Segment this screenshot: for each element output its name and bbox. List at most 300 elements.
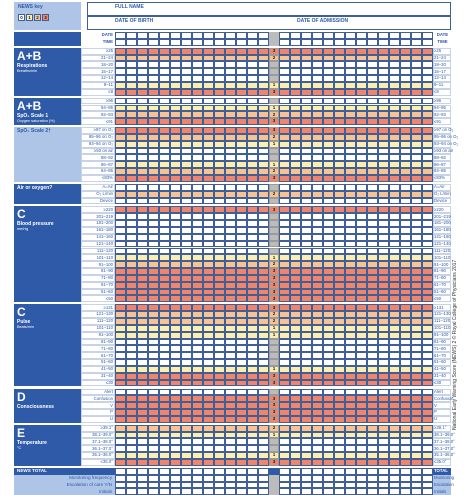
obs-left-cell[interactable] bbox=[203, 261, 214, 268]
obs-left-cell[interactable] bbox=[148, 168, 159, 175]
footer-row-right-cell[interactable] bbox=[400, 475, 411, 482]
obs-left-cell[interactable] bbox=[225, 332, 236, 339]
obs-right-cell[interactable] bbox=[312, 318, 323, 325]
obs-left-cell[interactable] bbox=[247, 134, 258, 141]
obs-right-cell[interactable] bbox=[422, 261, 433, 268]
obs-left-cell[interactable] bbox=[148, 82, 159, 89]
obs-left-cell[interactable] bbox=[225, 395, 236, 402]
obs-right-cell[interactable] bbox=[279, 373, 290, 380]
obs-right-cell[interactable] bbox=[422, 425, 433, 432]
obs-right-cell[interactable] bbox=[290, 289, 301, 296]
obs-right-cell[interactable] bbox=[378, 459, 389, 466]
obs-left-cell[interactable] bbox=[236, 175, 247, 182]
obs-right-cell[interactable] bbox=[290, 345, 301, 352]
obs-left-cell[interactable] bbox=[148, 332, 159, 339]
obs-right-cell[interactable] bbox=[400, 248, 411, 255]
footer-row-right-cell[interactable] bbox=[378, 488, 389, 495]
obs-left-cell[interactable] bbox=[203, 332, 214, 339]
obs-right-cell[interactable] bbox=[422, 254, 433, 261]
obs-right-cell[interactable] bbox=[345, 198, 356, 205]
obs-left-cell[interactable] bbox=[236, 234, 247, 241]
obs-right-cell[interactable] bbox=[411, 48, 422, 55]
footer-row-right-cell[interactable] bbox=[334, 482, 345, 489]
footer-row-right-cell[interactable] bbox=[301, 488, 312, 495]
obs-right-cell[interactable] bbox=[301, 198, 312, 205]
footer-row-left-cell[interactable] bbox=[170, 482, 181, 489]
footer-row-left-cell[interactable] bbox=[159, 475, 170, 482]
obs-left-cell[interactable] bbox=[148, 127, 159, 134]
footer-row-left-cell[interactable] bbox=[236, 468, 247, 475]
obs-right-cell[interactable] bbox=[312, 395, 323, 402]
header-row-left-cell[interactable] bbox=[148, 39, 159, 46]
obs-left-cell[interactable] bbox=[236, 154, 247, 161]
obs-right-cell[interactable] bbox=[356, 61, 367, 68]
obs-right-cell[interactable] bbox=[389, 161, 400, 168]
footer-row-right-cell[interactable] bbox=[411, 488, 422, 495]
obs-right-cell[interactable] bbox=[389, 241, 400, 248]
obs-left-cell[interactable] bbox=[192, 359, 203, 366]
obs-left-cell[interactable] bbox=[170, 432, 181, 439]
obs-left-cell[interactable] bbox=[258, 254, 269, 261]
obs-left-cell[interactable] bbox=[115, 261, 126, 268]
obs-right-cell[interactable] bbox=[323, 254, 334, 261]
header-row-right-cell[interactable] bbox=[367, 39, 378, 46]
footer-row-right-cell[interactable] bbox=[301, 482, 312, 489]
obs-left-cell[interactable] bbox=[115, 61, 126, 68]
obs-right-cell[interactable] bbox=[345, 227, 356, 234]
obs-left-cell[interactable] bbox=[214, 332, 225, 339]
obs-left-cell[interactable] bbox=[247, 345, 258, 352]
obs-left-cell[interactable] bbox=[126, 134, 137, 141]
obs-right-cell[interactable] bbox=[301, 161, 312, 168]
obs-left-cell[interactable] bbox=[225, 48, 236, 55]
obs-right-cell[interactable] bbox=[279, 105, 290, 112]
obs-left-cell[interactable] bbox=[247, 220, 258, 227]
obs-left-cell[interactable] bbox=[159, 459, 170, 466]
obs-right-cell[interactable] bbox=[367, 332, 378, 339]
obs-right-cell[interactable] bbox=[367, 148, 378, 155]
obs-left-cell[interactable] bbox=[192, 118, 203, 125]
obs-left-cell[interactable] bbox=[181, 68, 192, 75]
obs-left-cell[interactable] bbox=[258, 352, 269, 359]
obs-right-cell[interactable] bbox=[279, 318, 290, 325]
obs-left-cell[interactable] bbox=[137, 220, 148, 227]
obs-left-cell[interactable] bbox=[236, 438, 247, 445]
footer-row-right-cell[interactable] bbox=[312, 488, 323, 495]
footer-row-right-cell[interactable] bbox=[279, 468, 290, 475]
obs-left-cell[interactable] bbox=[214, 118, 225, 125]
obs-right-cell[interactable] bbox=[301, 452, 312, 459]
obs-right-cell[interactable] bbox=[323, 295, 334, 302]
obs-left-cell[interactable] bbox=[247, 105, 258, 112]
obs-left-cell[interactable] bbox=[137, 161, 148, 168]
obs-right-cell[interactable] bbox=[312, 304, 323, 311]
obs-left-cell[interactable] bbox=[236, 75, 247, 82]
obs-right-cell[interactable] bbox=[345, 359, 356, 366]
obs-left-cell[interactable] bbox=[148, 105, 159, 112]
footer-row-right-cell[interactable] bbox=[345, 475, 356, 482]
obs-right-cell[interactable] bbox=[389, 111, 400, 118]
obs-left-cell[interactable] bbox=[170, 311, 181, 318]
footer-row-left-cell[interactable] bbox=[203, 468, 214, 475]
obs-left-cell[interactable] bbox=[148, 161, 159, 168]
obs-right-cell[interactable] bbox=[312, 141, 323, 148]
obs-right-cell[interactable] bbox=[312, 111, 323, 118]
obs-left-cell[interactable] bbox=[170, 234, 181, 241]
obs-left-cell[interactable] bbox=[159, 275, 170, 282]
obs-left-cell[interactable] bbox=[181, 339, 192, 346]
obs-left-cell[interactable] bbox=[115, 98, 126, 105]
obs-left-cell[interactable] bbox=[247, 425, 258, 432]
obs-right-cell[interactable] bbox=[378, 98, 389, 105]
footer-row-left-cell[interactable] bbox=[214, 475, 225, 482]
obs-right-cell[interactable] bbox=[323, 352, 334, 359]
obs-left-cell[interactable] bbox=[192, 48, 203, 55]
obs-right-cell[interactable] bbox=[301, 438, 312, 445]
header-row-right-cell[interactable] bbox=[367, 32, 378, 39]
obs-left-cell[interactable] bbox=[115, 275, 126, 282]
obs-right-cell[interactable] bbox=[400, 352, 411, 359]
obs-right-cell[interactable] bbox=[323, 48, 334, 55]
obs-left-cell[interactable] bbox=[214, 161, 225, 168]
obs-left-cell[interactable] bbox=[247, 268, 258, 275]
obs-left-cell[interactable] bbox=[236, 261, 247, 268]
obs-right-cell[interactable] bbox=[411, 198, 422, 205]
obs-right-cell[interactable] bbox=[389, 141, 400, 148]
obs-right-cell[interactable] bbox=[400, 234, 411, 241]
obs-left-cell[interactable] bbox=[247, 275, 258, 282]
obs-right-cell[interactable] bbox=[290, 261, 301, 268]
obs-right-cell[interactable] bbox=[345, 332, 356, 339]
obs-left-cell[interactable] bbox=[225, 118, 236, 125]
obs-right-cell[interactable] bbox=[312, 438, 323, 445]
obs-right-cell[interactable] bbox=[301, 68, 312, 75]
obs-right-cell[interactable] bbox=[356, 161, 367, 168]
obs-left-cell[interactable] bbox=[236, 275, 247, 282]
obs-right-cell[interactable] bbox=[389, 282, 400, 289]
obs-left-cell[interactable] bbox=[236, 425, 247, 432]
obs-left-cell[interactable] bbox=[258, 55, 269, 62]
footer-row-left-cell[interactable] bbox=[126, 482, 137, 489]
obs-left-cell[interactable] bbox=[126, 61, 137, 68]
obs-right-cell[interactable] bbox=[334, 311, 345, 318]
obs-right-cell[interactable] bbox=[389, 89, 400, 96]
obs-right-cell[interactable] bbox=[279, 168, 290, 175]
obs-right-cell[interactable] bbox=[378, 213, 389, 220]
obs-right-cell[interactable] bbox=[323, 345, 334, 352]
obs-left-cell[interactable] bbox=[236, 134, 247, 141]
obs-left-cell[interactable] bbox=[192, 402, 203, 409]
obs-left-cell[interactable] bbox=[126, 227, 137, 234]
obs-right-cell[interactable] bbox=[345, 373, 356, 380]
obs-left-cell[interactable] bbox=[148, 254, 159, 261]
obs-left-cell[interactable] bbox=[159, 220, 170, 227]
obs-left-cell[interactable] bbox=[126, 359, 137, 366]
obs-left-cell[interactable] bbox=[203, 304, 214, 311]
obs-right-cell[interactable] bbox=[312, 275, 323, 282]
obs-right-cell[interactable] bbox=[411, 425, 422, 432]
obs-left-cell[interactable] bbox=[214, 48, 225, 55]
obs-left-cell[interactable] bbox=[170, 168, 181, 175]
obs-right-cell[interactable] bbox=[378, 118, 389, 125]
obs-right-cell[interactable] bbox=[312, 409, 323, 416]
obs-left-cell[interactable] bbox=[236, 289, 247, 296]
obs-right-cell[interactable] bbox=[279, 389, 290, 396]
obs-right-cell[interactable] bbox=[356, 127, 367, 134]
footer-row-left-cell[interactable] bbox=[225, 475, 236, 482]
obs-right-cell[interactable] bbox=[323, 184, 334, 191]
obs-left-cell[interactable] bbox=[225, 318, 236, 325]
obs-left-cell[interactable] bbox=[148, 55, 159, 62]
obs-left-cell[interactable] bbox=[115, 402, 126, 409]
obs-left-cell[interactable] bbox=[148, 380, 159, 387]
obs-right-cell[interactable] bbox=[367, 459, 378, 466]
obs-left-cell[interactable] bbox=[225, 389, 236, 396]
obs-right-cell[interactable] bbox=[312, 445, 323, 452]
obs-left-cell[interactable] bbox=[181, 352, 192, 359]
obs-left-cell[interactable] bbox=[115, 332, 126, 339]
obs-right-cell[interactable] bbox=[422, 241, 433, 248]
obs-left-cell[interactable] bbox=[115, 268, 126, 275]
obs-left-cell[interactable] bbox=[170, 268, 181, 275]
obs-left-cell[interactable] bbox=[170, 206, 181, 213]
obs-right-cell[interactable] bbox=[389, 304, 400, 311]
obs-right-cell[interactable] bbox=[389, 438, 400, 445]
obs-left-cell[interactable] bbox=[203, 282, 214, 289]
obs-left-cell[interactable] bbox=[159, 359, 170, 366]
obs-left-cell[interactable] bbox=[159, 184, 170, 191]
obs-right-cell[interactable] bbox=[411, 416, 422, 423]
footer-row-right-cell[interactable] bbox=[345, 468, 356, 475]
obs-left-cell[interactable] bbox=[181, 261, 192, 268]
obs-right-cell[interactable] bbox=[389, 345, 400, 352]
obs-left-cell[interactable] bbox=[247, 366, 258, 373]
obs-left-cell[interactable] bbox=[192, 261, 203, 268]
obs-right-cell[interactable] bbox=[356, 154, 367, 161]
footer-row-left-cell[interactable] bbox=[159, 488, 170, 495]
obs-left-cell[interactable] bbox=[236, 168, 247, 175]
footer-row-left-cell[interactable] bbox=[148, 468, 159, 475]
obs-right-cell[interactable] bbox=[334, 148, 345, 155]
obs-right-cell[interactable] bbox=[312, 402, 323, 409]
obs-right-cell[interactable] bbox=[290, 111, 301, 118]
obs-left-cell[interactable] bbox=[236, 148, 247, 155]
obs-left-cell[interactable] bbox=[137, 409, 148, 416]
obs-right-cell[interactable] bbox=[367, 175, 378, 182]
obs-left-cell[interactable] bbox=[170, 241, 181, 248]
obs-left-cell[interactable] bbox=[225, 111, 236, 118]
obs-right-cell[interactable] bbox=[323, 409, 334, 416]
obs-right-cell[interactable] bbox=[367, 168, 378, 175]
obs-left-cell[interactable] bbox=[192, 275, 203, 282]
header-row-right-cell[interactable] bbox=[312, 39, 323, 46]
obs-left-cell[interactable] bbox=[225, 359, 236, 366]
obs-right-cell[interactable] bbox=[356, 75, 367, 82]
obs-right-cell[interactable] bbox=[422, 380, 433, 387]
obs-left-cell[interactable] bbox=[181, 359, 192, 366]
obs-right-cell[interactable] bbox=[301, 134, 312, 141]
obs-left-cell[interactable] bbox=[203, 248, 214, 255]
obs-right-cell[interactable] bbox=[290, 432, 301, 439]
obs-right-cell[interactable] bbox=[323, 366, 334, 373]
obs-left-cell[interactable] bbox=[214, 268, 225, 275]
obs-right-cell[interactable] bbox=[334, 332, 345, 339]
obs-right-cell[interactable] bbox=[367, 118, 378, 125]
header-row-right-cell[interactable] bbox=[378, 32, 389, 39]
obs-right-cell[interactable] bbox=[334, 275, 345, 282]
obs-right-cell[interactable] bbox=[378, 261, 389, 268]
obs-left-cell[interactable] bbox=[247, 55, 258, 62]
obs-right-cell[interactable] bbox=[323, 275, 334, 282]
obs-left-cell[interactable] bbox=[214, 206, 225, 213]
obs-right-cell[interactable] bbox=[323, 68, 334, 75]
obs-right-cell[interactable] bbox=[356, 366, 367, 373]
obs-right-cell[interactable] bbox=[345, 154, 356, 161]
footer-row-left-cell[interactable] bbox=[247, 488, 258, 495]
obs-left-cell[interactable] bbox=[181, 184, 192, 191]
obs-left-cell[interactable] bbox=[159, 68, 170, 75]
obs-left-cell[interactable] bbox=[170, 141, 181, 148]
obs-left-cell[interactable] bbox=[115, 148, 126, 155]
obs-left-cell[interactable] bbox=[258, 68, 269, 75]
obs-right-cell[interactable] bbox=[367, 213, 378, 220]
header-row-left-cell[interactable] bbox=[170, 39, 181, 46]
obs-left-cell[interactable] bbox=[159, 213, 170, 220]
obs-left-cell[interactable] bbox=[115, 395, 126, 402]
obs-right-cell[interactable] bbox=[290, 118, 301, 125]
obs-left-cell[interactable] bbox=[258, 118, 269, 125]
obs-left-cell[interactable] bbox=[192, 234, 203, 241]
obs-right-cell[interactable] bbox=[378, 55, 389, 62]
obs-right-cell[interactable] bbox=[279, 275, 290, 282]
obs-right-cell[interactable] bbox=[367, 268, 378, 275]
obs-right-cell[interactable] bbox=[279, 380, 290, 387]
obs-right-cell[interactable] bbox=[323, 105, 334, 112]
footer-row-left-cell[interactable] bbox=[148, 488, 159, 495]
obs-left-cell[interactable] bbox=[203, 89, 214, 96]
obs-left-cell[interactable] bbox=[181, 275, 192, 282]
obs-left-cell[interactable] bbox=[203, 82, 214, 89]
obs-left-cell[interactable] bbox=[247, 213, 258, 220]
obs-left-cell[interactable] bbox=[115, 295, 126, 302]
obs-right-cell[interactable] bbox=[400, 318, 411, 325]
obs-left-cell[interactable] bbox=[225, 148, 236, 155]
obs-left-cell[interactable] bbox=[247, 82, 258, 89]
obs-left-cell[interactable] bbox=[181, 118, 192, 125]
obs-left-cell[interactable] bbox=[225, 373, 236, 380]
obs-right-cell[interactable] bbox=[389, 380, 400, 387]
obs-right-cell[interactable] bbox=[334, 168, 345, 175]
obs-left-cell[interactable] bbox=[203, 220, 214, 227]
obs-left-cell[interactable] bbox=[225, 89, 236, 96]
obs-right-cell[interactable] bbox=[389, 227, 400, 234]
footer-row-left-cell[interactable] bbox=[126, 468, 137, 475]
obs-right-cell[interactable] bbox=[334, 409, 345, 416]
obs-right-cell[interactable] bbox=[400, 82, 411, 89]
footer-row-right-cell[interactable] bbox=[422, 468, 433, 475]
obs-left-cell[interactable] bbox=[214, 438, 225, 445]
obs-left-cell[interactable] bbox=[203, 416, 214, 423]
obs-left-cell[interactable] bbox=[258, 161, 269, 168]
obs-left-cell[interactable] bbox=[258, 220, 269, 227]
obs-left-cell[interactable] bbox=[258, 445, 269, 452]
footer-row-right-cell[interactable] bbox=[323, 482, 334, 489]
obs-right-cell[interactable] bbox=[367, 445, 378, 452]
obs-left-cell[interactable] bbox=[247, 61, 258, 68]
obs-left-cell[interactable] bbox=[203, 154, 214, 161]
obs-right-cell[interactable] bbox=[356, 98, 367, 105]
obs-left-cell[interactable] bbox=[126, 445, 137, 452]
obs-right-cell[interactable] bbox=[279, 118, 290, 125]
obs-right-cell[interactable] bbox=[389, 318, 400, 325]
obs-right-cell[interactable] bbox=[345, 148, 356, 155]
obs-right-cell[interactable] bbox=[356, 359, 367, 366]
obs-right-cell[interactable] bbox=[411, 261, 422, 268]
obs-left-cell[interactable] bbox=[148, 268, 159, 275]
obs-right-cell[interactable] bbox=[356, 227, 367, 234]
header-row-left-cell[interactable] bbox=[170, 32, 181, 39]
obs-right-cell[interactable] bbox=[345, 416, 356, 423]
obs-left-cell[interactable] bbox=[192, 148, 203, 155]
obs-right-cell[interactable] bbox=[367, 89, 378, 96]
obs-left-cell[interactable] bbox=[159, 339, 170, 346]
footer-row-right-cell[interactable] bbox=[301, 468, 312, 475]
obs-left-cell[interactable] bbox=[115, 89, 126, 96]
obs-left-cell[interactable] bbox=[170, 366, 181, 373]
obs-right-cell[interactable] bbox=[279, 98, 290, 105]
obs-left-cell[interactable] bbox=[225, 432, 236, 439]
obs-left-cell[interactable] bbox=[214, 318, 225, 325]
obs-left-cell[interactable] bbox=[148, 227, 159, 234]
obs-left-cell[interactable] bbox=[115, 325, 126, 332]
obs-left-cell[interactable] bbox=[258, 325, 269, 332]
footer-row-right-cell[interactable] bbox=[301, 475, 312, 482]
obs-left-cell[interactable] bbox=[137, 282, 148, 289]
obs-right-cell[interactable] bbox=[389, 402, 400, 409]
obs-left-cell[interactable] bbox=[247, 127, 258, 134]
obs-left-cell[interactable] bbox=[148, 148, 159, 155]
obs-right-cell[interactable] bbox=[356, 395, 367, 402]
obs-right-cell[interactable] bbox=[301, 248, 312, 255]
obs-right-cell[interactable] bbox=[279, 445, 290, 452]
header-row-left-cell[interactable] bbox=[236, 39, 247, 46]
footer-row-right-cell[interactable] bbox=[411, 482, 422, 489]
header-row-left-cell[interactable] bbox=[225, 32, 236, 39]
obs-right-cell[interactable] bbox=[279, 452, 290, 459]
obs-left-cell[interactable] bbox=[181, 432, 192, 439]
obs-left-cell[interactable] bbox=[192, 409, 203, 416]
obs-right-cell[interactable] bbox=[411, 409, 422, 416]
obs-right-cell[interactable] bbox=[422, 98, 433, 105]
obs-right-cell[interactable] bbox=[279, 261, 290, 268]
header-row-left-cell[interactable] bbox=[148, 32, 159, 39]
obs-left-cell[interactable] bbox=[181, 438, 192, 445]
obs-left-cell[interactable] bbox=[159, 98, 170, 105]
obs-right-cell[interactable] bbox=[323, 175, 334, 182]
header-row-left-cell[interactable] bbox=[214, 32, 225, 39]
footer-row-left-cell[interactable] bbox=[236, 488, 247, 495]
obs-right-cell[interactable] bbox=[422, 61, 433, 68]
obs-right-cell[interactable] bbox=[334, 318, 345, 325]
obs-right-cell[interactable] bbox=[389, 311, 400, 318]
obs-left-cell[interactable] bbox=[115, 459, 126, 466]
obs-right-cell[interactable] bbox=[301, 82, 312, 89]
obs-right-cell[interactable] bbox=[411, 452, 422, 459]
obs-left-cell[interactable] bbox=[126, 366, 137, 373]
obs-left-cell[interactable] bbox=[214, 98, 225, 105]
obs-right-cell[interactable] bbox=[400, 148, 411, 155]
obs-right-cell[interactable] bbox=[422, 168, 433, 175]
